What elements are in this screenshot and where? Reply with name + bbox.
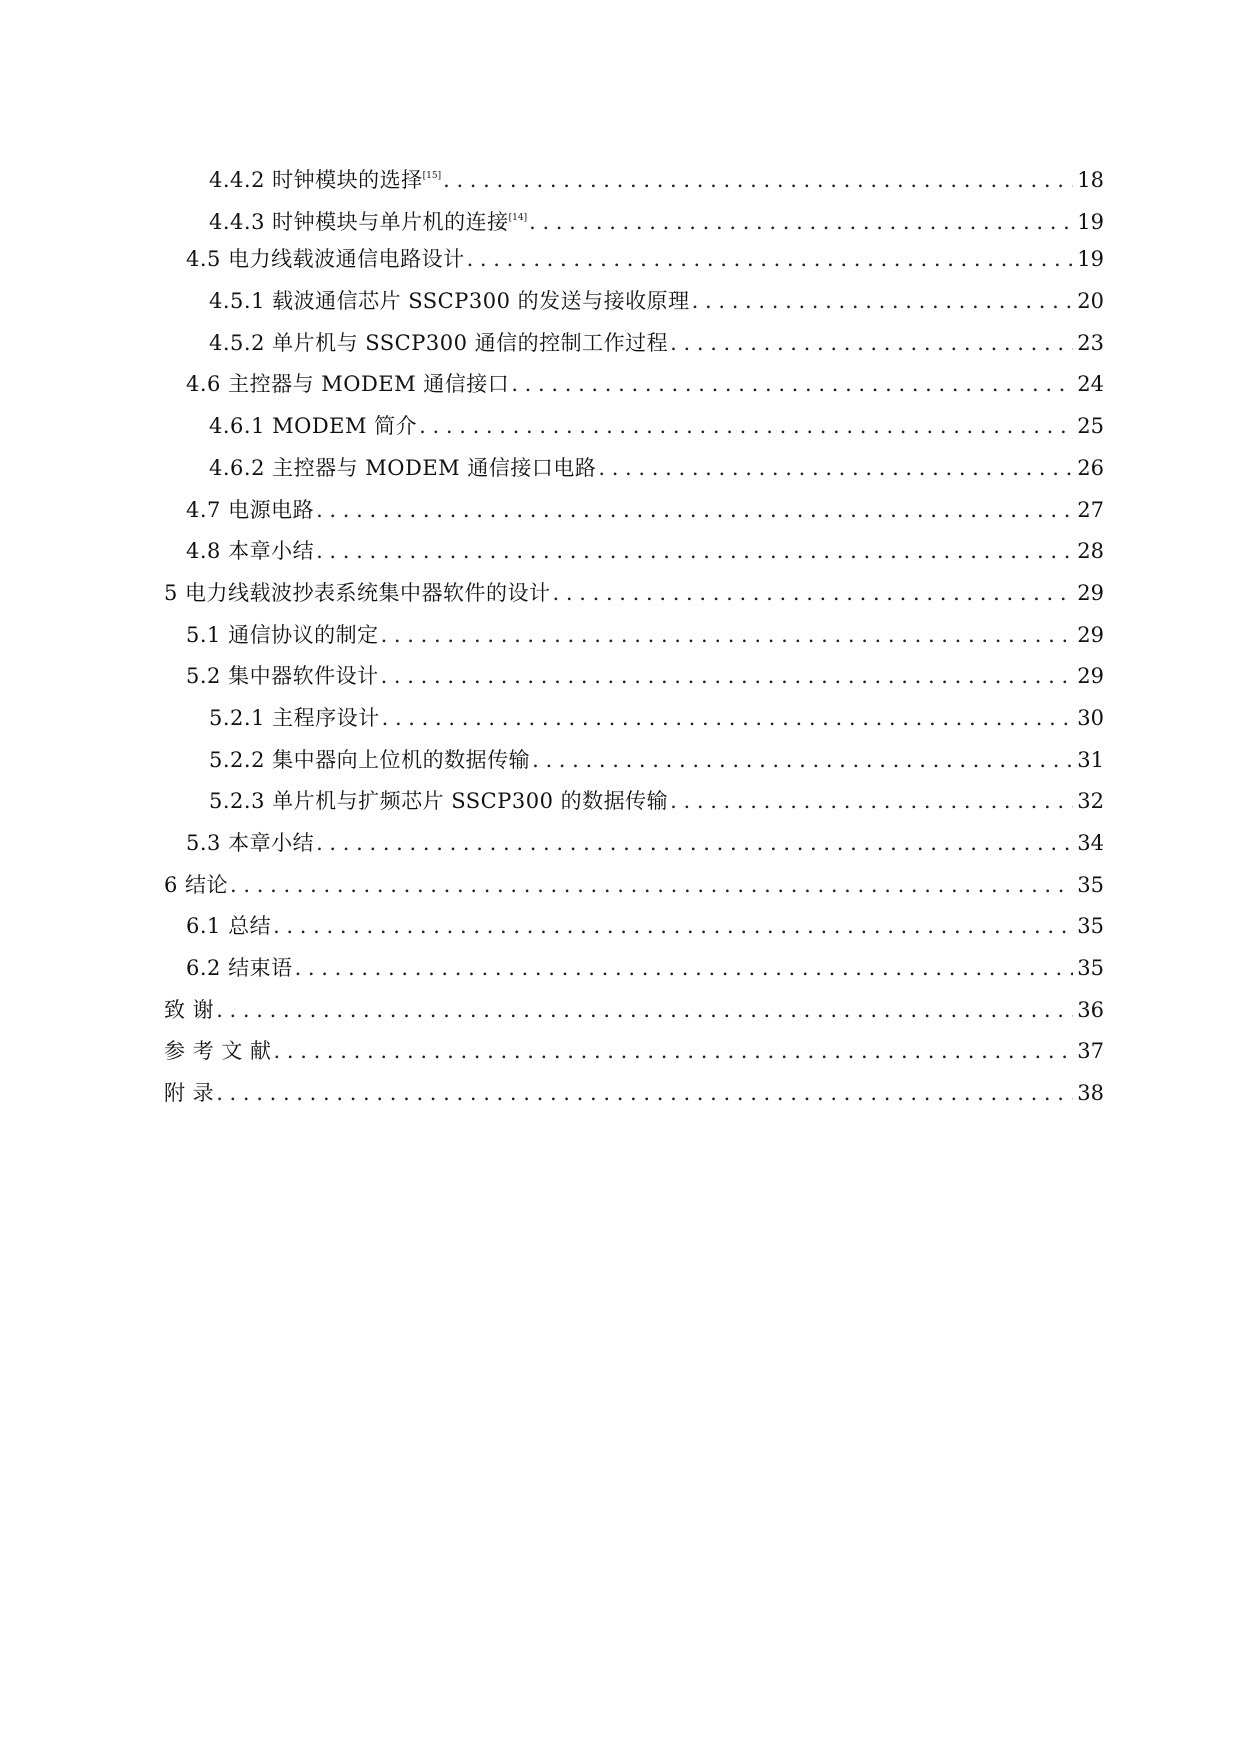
toc-entry-line	[186, 497, 1104, 523]
dot-leader	[670, 330, 1073, 356]
toc-entry-title	[209, 205, 527, 235]
toc-entry-title-text: 附 录	[164, 1081, 215, 1106]
toc-entry-title	[186, 830, 314, 856]
dot-leader	[443, 167, 1073, 193]
toc-entry-title	[209, 455, 596, 481]
toc-entry-title-text: 6.2 结束语	[186, 956, 293, 981]
toc-entry-line	[209, 747, 1104, 773]
dot-leader	[692, 288, 1074, 314]
dot-leader	[532, 747, 1073, 773]
dot-leader	[316, 538, 1073, 564]
toc-entry-line	[209, 205, 1104, 235]
toc-entry-page-number: 19	[1077, 209, 1104, 234]
toc-entry-title-text: 5 电力线载波抄表系统集中器软件的设计	[164, 580, 551, 605]
dot-leader	[670, 788, 1073, 814]
toc-entry[interactable]	[209, 747, 1241, 789]
toc-entry-title-text: 5.3 本章小结	[186, 831, 315, 855]
toc-entry-page-number: 35	[1077, 914, 1104, 939]
toc-entry[interactable]	[164, 1038, 1241, 1080]
toc-entry-title	[209, 705, 380, 731]
dot-leader	[381, 622, 1074, 648]
dot-leader	[274, 1038, 1074, 1064]
toc-entry[interactable]	[186, 955, 1241, 997]
toc-entry[interactable]	[186, 913, 1241, 955]
toc-entry-title	[186, 955, 293, 981]
toc-entry-title-text: 参 考 文 献	[164, 1039, 272, 1064]
toc-entry-page-number: 20	[1077, 289, 1104, 314]
table-of-contents	[0, 163, 1241, 1122]
toc-entry-title	[164, 997, 214, 1023]
toc-entry-title-text: 4.6 主控器与 MODEM 通信接口	[186, 372, 510, 397]
toc-entry-title	[186, 538, 314, 564]
toc-entry-line	[186, 622, 1104, 648]
toc-entry-title-text: 5.1 通信协议的制定	[186, 622, 379, 647]
toc-entry-title	[186, 371, 509, 397]
toc-entry-line	[164, 580, 1104, 606]
toc-entry-title	[209, 330, 668, 356]
toc-entry-page-number: 35	[1077, 956, 1104, 981]
dot-leader	[216, 997, 1073, 1023]
toc-entry-title	[164, 1038, 272, 1064]
toc-entry[interactable]	[209, 705, 1241, 747]
citation-ref: [14]	[508, 212, 528, 223]
toc-entry-title-text: 4.4.2 时钟模块的选择	[209, 168, 423, 192]
toc-entry-title	[186, 913, 271, 939]
toc-entry-line	[186, 955, 1104, 981]
dot-leader	[553, 580, 1074, 606]
toc-entry-line	[164, 872, 1104, 898]
toc-entry-title-text: 4.7 电源电路	[186, 497, 315, 522]
toc-entry-page-number: 25	[1077, 414, 1104, 439]
toc-entry-title	[209, 788, 668, 814]
toc-entry-line	[186, 538, 1104, 564]
toc-entry-title-text: 4.6.2 主控器与 MODEM 通信接口电路	[209, 455, 597, 480]
toc-entry[interactable]	[186, 246, 1241, 288]
dot-leader	[511, 371, 1073, 397]
toc-entry-page-number: 31	[1077, 747, 1104, 772]
toc-entry-line	[209, 455, 1104, 481]
toc-entry-line	[186, 913, 1104, 939]
toc-entry[interactable]	[209, 288, 1241, 330]
toc-entry[interactable]	[186, 830, 1241, 872]
toc-entry[interactable]	[186, 538, 1241, 580]
toc-entry-title-text: 4.4.3 时钟模块与单片机的连接	[209, 209, 509, 234]
toc-entry-page-number: 19	[1077, 247, 1104, 272]
toc-entry-title-text: 4.5.1 载波通信芯片 SSCP300 的发送与接收原理	[209, 289, 690, 314]
toc-entry-title-text: 4.5 电力线载波通信电路设计	[186, 247, 465, 272]
toc-entry-page-number: 38	[1077, 1081, 1104, 1106]
toc-entry-page-number: 29	[1077, 580, 1104, 605]
toc-entry-line	[209, 330, 1104, 356]
toc-entry-page-number: 34	[1077, 831, 1104, 855]
toc-entry-title	[186, 497, 314, 523]
toc-entry[interactable]	[164, 1080, 1241, 1122]
toc-entry-page-number: 27	[1077, 497, 1104, 522]
dot-leader	[316, 497, 1073, 523]
toc-entry-line	[164, 997, 1104, 1023]
dot-leader	[273, 913, 1073, 939]
toc-entry-page-number: 35	[1077, 872, 1104, 897]
toc-entry-line	[209, 705, 1104, 731]
toc-entry-line	[209, 413, 1104, 439]
toc-entry-page-number: 36	[1077, 997, 1104, 1022]
toc-entry-title	[209, 413, 417, 439]
toc-entry-line	[209, 163, 1104, 193]
dot-leader	[598, 455, 1073, 481]
toc-entry-page-number: 29	[1077, 664, 1104, 689]
toc-entry-title-text: 4.5.2 单片机与 SSCP300 通信的控制工作过程	[209, 330, 669, 355]
dot-leader	[230, 872, 1073, 898]
dot-leader	[467, 246, 1074, 272]
toc-entry-page-number: 30	[1077, 705, 1104, 730]
toc-entry-page-number: 24	[1077, 372, 1104, 397]
toc-entry-line	[186, 663, 1104, 689]
toc-entry[interactable]	[209, 205, 1241, 247]
dot-leader	[529, 209, 1073, 235]
toc-entry[interactable]	[186, 371, 1241, 413]
toc-entry-line	[164, 1038, 1104, 1064]
toc-entry-page-number: 28	[1077, 539, 1104, 564]
toc-entry-title-text: 5.2.1 主程序设计	[209, 705, 380, 730]
dot-leader	[419, 413, 1073, 439]
toc-entry-title-text: 6.1 总结	[186, 914, 272, 939]
toc-entry-page-number: 18	[1077, 168, 1104, 192]
citation-ref: [15]	[422, 171, 442, 181]
toc-entry-line	[186, 246, 1104, 272]
toc-entry-line	[209, 788, 1104, 814]
toc-entry-page-number: 26	[1077, 455, 1104, 480]
toc-entry-title	[209, 163, 441, 193]
toc-entry-title	[186, 622, 379, 648]
toc-entry-title-text: 致 谢	[164, 997, 215, 1022]
toc-entry-title	[209, 288, 690, 314]
dot-leader	[295, 955, 1074, 981]
toc-entry-page-number: 37	[1077, 1039, 1104, 1064]
dot-leader	[316, 830, 1073, 856]
toc-entry[interactable]	[164, 872, 1241, 914]
toc-entry-title-text: 5.2.2 集中器向上位机的数据传输	[209, 747, 531, 772]
toc-entry-title	[209, 747, 530, 773]
toc-entry-title-text: 5.2.3 单片机与扩频芯片 SSCP300 的数据传输	[209, 789, 669, 814]
toc-entry-title-text: 4.8 本章小结	[186, 539, 315, 564]
toc-entry[interactable]	[209, 455, 1241, 497]
toc-entry-page-number: 29	[1077, 622, 1104, 647]
toc-entry-line	[186, 830, 1104, 856]
dot-leader	[381, 663, 1074, 689]
toc-entry[interactable]	[186, 497, 1241, 539]
toc-entry-page-number: 23	[1077, 330, 1104, 355]
toc-entry[interactable]	[186, 622, 1241, 664]
toc-entry-title-text: 5.2 集中器软件设计	[186, 664, 379, 689]
toc-entry[interactable]	[209, 330, 1241, 372]
toc-entry-title-text: 4.6.1 MODEM 简介	[209, 414, 418, 439]
toc-entry-title	[164, 580, 551, 606]
toc-entry[interactable]	[186, 663, 1241, 705]
toc-entry[interactable]	[164, 997, 1241, 1039]
toc-entry-title	[164, 872, 228, 898]
toc-entry-line	[164, 1080, 1104, 1106]
toc-entry-line	[186, 371, 1104, 397]
toc-entry[interactable]	[164, 580, 1241, 622]
toc-entry-title	[164, 1080, 214, 1106]
toc-entry-title	[186, 663, 379, 689]
dot-leader	[382, 705, 1074, 731]
toc-entry-page-number: 32	[1077, 789, 1104, 814]
toc-entry-title-text: 6 结论	[164, 872, 229, 897]
toc-entry[interactable]	[209, 788, 1241, 830]
toc-entry[interactable]	[209, 163, 1241, 205]
toc-entry[interactable]	[209, 413, 1241, 455]
dot-leader	[216, 1080, 1073, 1106]
toc-entry-line	[209, 288, 1104, 314]
toc-entry-title	[186, 246, 465, 272]
